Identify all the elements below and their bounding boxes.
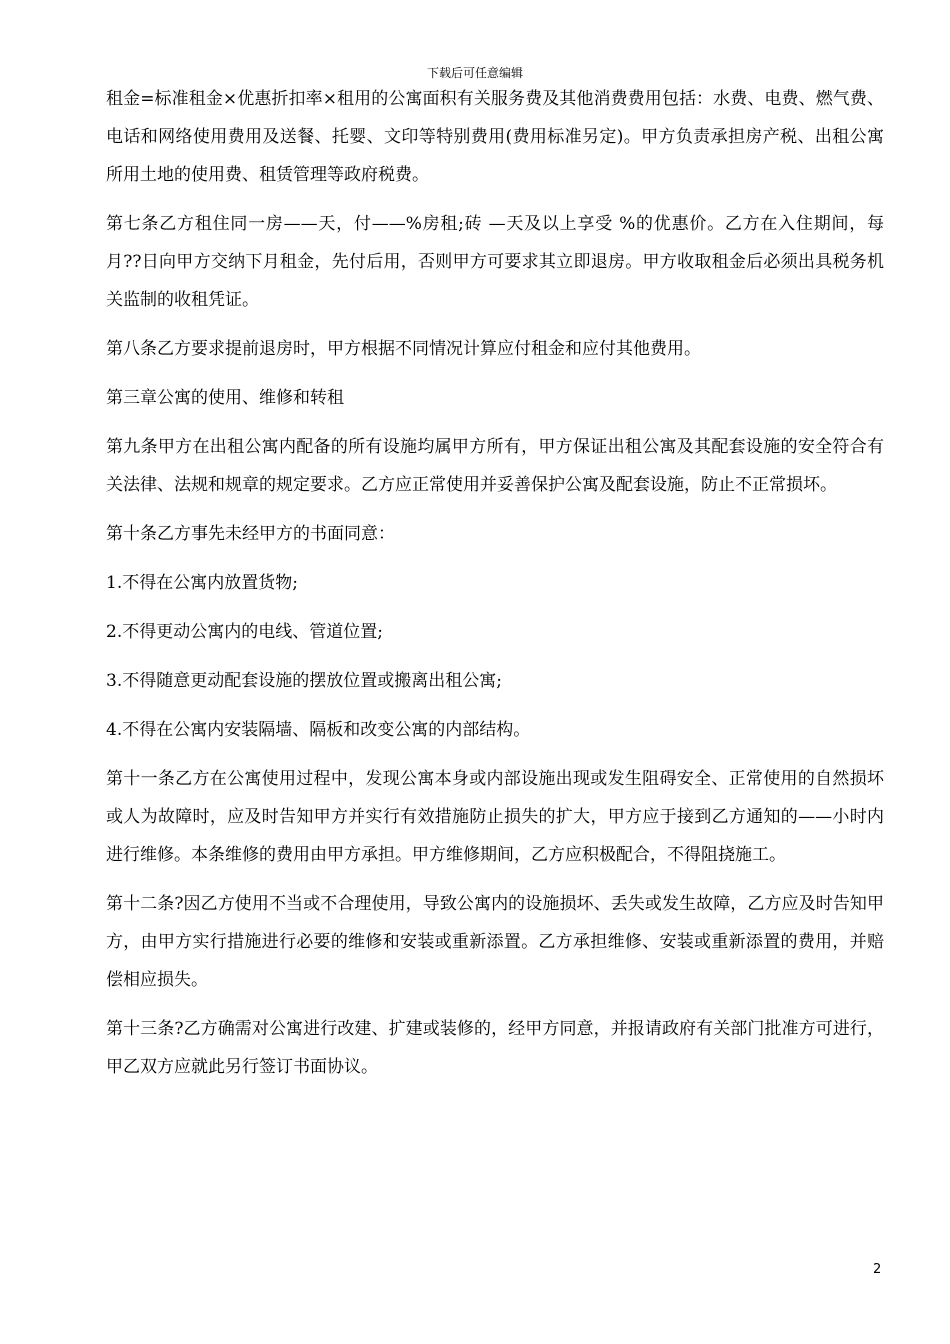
paragraph-article-8: 第八条乙方要求提前退房时，甲方根据不同情况计算应付租金和应付其他费用。 (106, 339, 701, 359)
list-item-3: 3.不得随意更动配套设施的摆放位置或搬离出租公寓; (106, 671, 502, 691)
list-item-2: 2.不得更动公寓内的电线、管道位置; (106, 622, 383, 642)
document-body (106, 80, 884, 1097)
chapter-3-heading: 第三章公寓的使用、维修和转租 (106, 388, 344, 408)
list-item-4: 4.不得在公寓内安装隔墙、隔板和改变公寓的内部结构。 (106, 720, 531, 740)
paragraph-article-12: 第十二条?因乙方使用不当或不合理使用，导致公寓内的设施损坏、丢失或发生故障，乙方应及时告知甲方，由甲方实行措施进行必要的维修和安装或重新添置。乙方承担维修、安装或重新添置的费用，并赔偿相应损失。 (106, 894, 884, 990)
page-number: 2 (873, 1262, 882, 1277)
paragraph-article-9: 第九条甲方在出租公寓内配备的所有设施均属甲方所有，甲方保证出租公寓及其配套设施的安全符合有关法律、法规和规章的规定要求。乙方应正常使用并妥善保护公寓及配套设施，防止不正常损坏。 (106, 437, 884, 495)
paragraph-rent-formula: 租金=标准租金×优惠折扣率×租用的公寓面积有关服务费及其他消费费用包括：水费、电费、燃气费、电话和网络使用费用及送餐、托婴、文印等特别费用(费用标准另定)。甲方负责承担房产税、出租公寓所用土地的使用费、租赁管理等政府税费。 (106, 89, 884, 185)
paragraph-article-10: 第十条乙方事先未经甲方的书面同意： (106, 524, 395, 544)
list-item-1: 1.不得在公寓内放置货物; (106, 573, 298, 593)
paragraph-article-13: 第十三条?乙方确需对公寓进行改建、扩建或装修的，经甲方同意，并报请政府有关部门批准方可进行，甲乙双方应就此另行签订书面协议。 (106, 1019, 884, 1077)
header-note: 下载后可任意编辑 (426, 66, 523, 80)
paragraph-article-7: 第七条乙方租住同一房——天，付——%房租;砖 —天及以上享受 %的优惠价。乙方在入住期间，每月??日向甲方交纳下月租金，先付后用，否则甲方可要求其立即退房。甲方收取租金后必须出具税务机关监制的收租凭证。 (106, 214, 884, 310)
paragraph-article-11: 第十一条乙方在公寓使用过程中，发现公寓本身或内部设施出现或发生阻碍安全、正常使用的自然损坏或人为故障时，应及时告知甲方并实行有效措施防止损失的扩大，甲方应于接到乙方通知的——小时内进行维修。本条维修的费用由甲方承担。甲方维修期间，乙方应积极配合，不得阻挠施工。 (106, 769, 884, 865)
